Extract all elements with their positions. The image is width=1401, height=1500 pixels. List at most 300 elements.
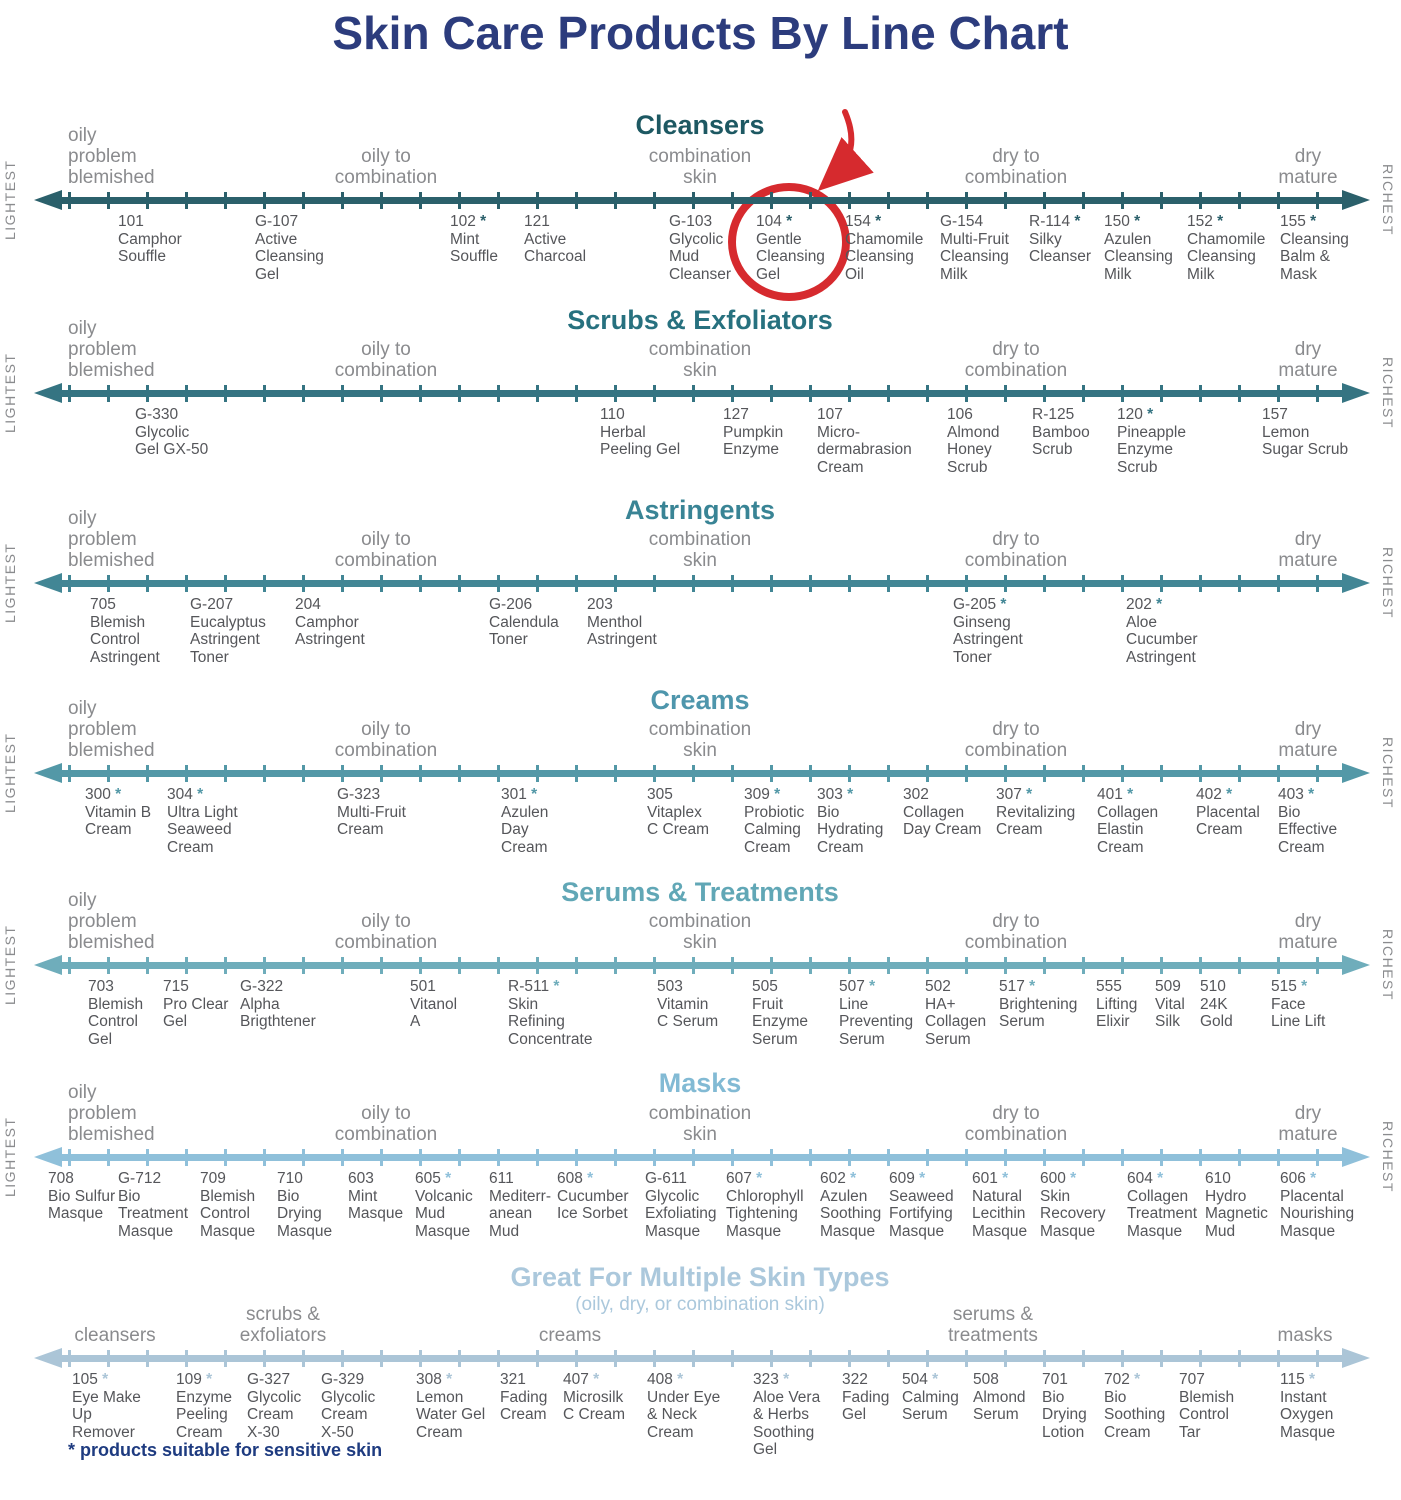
skin-type-label: dry to combination <box>964 1103 1068 1145</box>
product-715 <box>163 978 228 1031</box>
product-307 <box>996 786 1075 839</box>
product-name-line: Vitamin B <box>85 803 152 821</box>
page-title: Skin Care Products By Line Chart <box>332 7 1069 59</box>
product-name-line: Enzyme <box>752 1013 808 1030</box>
product-code: 323 * <box>753 1371 790 1388</box>
product-name-line: Placental <box>1280 1187 1344 1205</box>
product-name-line: Masque <box>277 1222 333 1240</box>
axis-arrow-left-icon <box>34 190 62 210</box>
product-name-line: Oxygen <box>1280 1406 1334 1423</box>
product-name-line: Masque <box>889 1222 945 1240</box>
product-code: 203 <box>587 596 613 613</box>
footnote: * products suitable for sensitive skin <box>68 1440 383 1460</box>
product-115 <box>1280 1371 1335 1441</box>
product-code: 510 <box>1200 978 1226 995</box>
product-308 <box>416 1371 485 1441</box>
product-109 <box>176 1371 232 1441</box>
product-name-line: Bio <box>1278 803 1301 821</box>
product-name-line: Camphor <box>118 230 182 248</box>
skin-type-label: oily to combination <box>334 146 438 188</box>
skin-type-label: dry mature <box>1278 911 1338 953</box>
product-name-line: A <box>410 1013 421 1030</box>
lightest-label: LIGHTEST <box>2 352 18 434</box>
product-code: G-154 <box>940 213 984 230</box>
product-name-line: Gel <box>163 1013 188 1030</box>
product-602 <box>820 1170 881 1240</box>
product-name-line: Cleanser <box>669 265 732 283</box>
axis-arrow-right-icon <box>1342 1348 1370 1368</box>
product-name-line: Serum <box>973 1406 1019 1423</box>
skin-type-label: oily to combination <box>334 1103 438 1145</box>
product-name-line: Charcoal <box>524 248 587 265</box>
product-708 <box>48 1170 115 1223</box>
product-code: 503 <box>657 978 683 995</box>
product-name-line: & Herbs <box>753 1406 809 1423</box>
product-name-line: Gel GX-50 <box>135 441 209 458</box>
product-name-line: Blemish <box>1179 1388 1235 1406</box>
axis-cleansers <box>34 190 1370 210</box>
product-name-line: Vitamin <box>657 995 709 1013</box>
product-name-line: Mint <box>450 230 480 248</box>
product-name-line: Collagen <box>1127 1187 1189 1205</box>
product-name-line: Mud <box>1205 1222 1236 1240</box>
product-321 <box>500 1371 547 1424</box>
product-name-line: Bio <box>817 803 840 821</box>
richest-label: RICHEST <box>1380 357 1396 429</box>
product-code: 301 * <box>501 786 538 803</box>
product-name-line: Calendula <box>489 613 559 631</box>
product-name-line: Control <box>88 1013 138 1030</box>
product-name-line: Ultra Light <box>167 803 238 821</box>
product-name-line: Cream <box>337 821 384 838</box>
product-code: 102 * <box>450 213 487 230</box>
product-402 <box>1196 786 1260 839</box>
product-name-line: Pumpkin <box>723 423 784 441</box>
product-name-line: Brightening <box>999 995 1078 1013</box>
product-155 <box>1280 213 1349 283</box>
skin-type-label: combination skin <box>648 529 752 571</box>
axis-scrubs-exfoliators <box>34 383 1370 403</box>
lightest-label: LIGHTEST <box>2 924 18 1006</box>
product-code: 120 * <box>1117 406 1154 423</box>
product-code: 115 * <box>1280 1371 1316 1388</box>
product-code: G-329 <box>321 1371 365 1388</box>
product-name-line: Milk <box>1187 265 1215 283</box>
product-name-line: Drying <box>277 1205 322 1222</box>
product-101 <box>118 213 182 266</box>
lightest-label: LIGHTEST <box>2 159 18 241</box>
product-name-line: Eucalyptus <box>190 613 266 631</box>
product-name-line: Masque <box>820 1222 876 1240</box>
product-G-103 <box>669 213 731 283</box>
product-code: 121 <box>524 213 550 230</box>
axis-astringents <box>34 573 1370 593</box>
product-name-line: Masque <box>48 1205 104 1222</box>
axis-arrow-right-icon <box>1342 383 1370 403</box>
product-203 <box>587 596 657 649</box>
section-header-cleansers: Cleansers <box>635 110 765 140</box>
product-code: 157 <box>1262 406 1288 423</box>
skin-type-label: creams <box>538 1325 602 1346</box>
product-name-line: Lotion <box>1042 1423 1085 1441</box>
product-name-line: Refining <box>508 1013 565 1030</box>
product-name-line: Almond <box>947 423 1000 441</box>
product-name-line: Astringent <box>953 631 1023 648</box>
product-name-line: Gel <box>842 1406 867 1423</box>
skin-type-label: combination skin <box>648 719 752 761</box>
product-name-line: & Neck <box>647 1406 697 1423</box>
product-G-330 <box>135 406 208 459</box>
axis-ticks <box>68 385 1336 402</box>
product-515 <box>1271 978 1325 1031</box>
product-305 <box>647 786 709 839</box>
product-501 <box>410 978 457 1031</box>
product-name-line: Cleansing <box>255 248 324 265</box>
product-name-line: Azulen <box>501 803 549 821</box>
sensitive-skin-star-icon: * <box>864 978 876 995</box>
product-110 <box>600 406 680 459</box>
axis-ticks <box>68 1350 1336 1367</box>
skin-type-label: dry mature <box>1278 339 1338 381</box>
sensitive-skin-star-icon: * <box>1065 1170 1077 1187</box>
product-code: 611 <box>489 1170 514 1187</box>
skin-type-label: dry to combination <box>964 146 1068 188</box>
product-157 <box>1262 406 1348 459</box>
product-name-line: Vital <box>1155 995 1185 1013</box>
product-code: 401 * <box>1097 786 1134 803</box>
sensitive-skin-star-icon: * <box>201 1371 213 1388</box>
product-150 <box>1104 213 1173 283</box>
product-name-line: Lemon <box>1262 423 1310 441</box>
product-name-line: Serum <box>752 1030 798 1048</box>
product-name-line: Line Lift <box>1271 1013 1326 1030</box>
lightest-label: LIGHTEST <box>2 732 18 814</box>
product-509 <box>1155 978 1185 1031</box>
product-name-line: Mint <box>348 1187 378 1205</box>
skin-type-label: dry to combination <box>964 529 1068 571</box>
product-name-line: Bio Sulfur <box>48 1187 116 1205</box>
sensitive-skin-star-icon: * <box>192 786 204 803</box>
skin-type-label: combination skin <box>648 1103 752 1145</box>
product-709 <box>200 1170 255 1240</box>
product-name-line: Cleansing <box>940 248 1009 265</box>
sensitive-skin-star-icon: * <box>781 213 793 230</box>
product-204 <box>295 596 365 649</box>
product-code: 707 <box>1179 1371 1205 1388</box>
product-name-line: Exfoliating <box>645 1205 717 1222</box>
product-name-line: Masque <box>1127 1222 1183 1240</box>
product-name-line: Lecithin <box>972 1205 1026 1222</box>
product-code: 601 * <box>972 1170 1009 1187</box>
sensitive-skin-star-icon: * <box>1296 978 1308 995</box>
product-code: G-103 <box>669 213 713 230</box>
axis-arrow-right-icon <box>1342 1147 1370 1167</box>
product-name-line: Cream <box>817 458 864 476</box>
product-name-line: Chamomile <box>1187 230 1266 248</box>
section-header-creams: Creams <box>650 685 750 715</box>
product-code: 107 <box>817 406 843 423</box>
product-name-line: Milk <box>1104 265 1132 283</box>
skin-type-label: dry to combination <box>964 339 1068 381</box>
product-name-line: Azulen <box>820 1187 868 1205</box>
product-name-line: Cream <box>1196 821 1243 838</box>
product-name-line: Remover <box>72 1423 135 1441</box>
product-610 <box>1205 1170 1268 1240</box>
axis-arrow-left-icon <box>34 573 62 593</box>
sensitive-skin-star-icon: * <box>1305 1170 1317 1187</box>
product-code: 600 * <box>1040 1170 1077 1187</box>
product-name-line: Ginseng <box>953 613 1011 631</box>
axis-ticks <box>68 765 1336 782</box>
product-107 <box>817 406 912 476</box>
product-code: 505 <box>752 978 778 995</box>
product-name-line: Day Cream <box>903 821 982 838</box>
richest-label: RICHEST <box>1380 929 1396 1001</box>
sensitive-skin-star-icon: * <box>1303 786 1315 803</box>
sensitive-skin-star-icon: * <box>751 1170 763 1187</box>
product-name-line: Serum <box>999 1013 1045 1030</box>
product-code: 408 * <box>647 1371 684 1388</box>
product-code: 709 <box>200 1170 226 1187</box>
product-323 <box>753 1371 820 1459</box>
product-code: 154 * <box>845 213 882 230</box>
sensitive-skin-star-icon: * <box>549 978 560 995</box>
sensitive-skin-star-icon: * <box>440 1170 452 1187</box>
product-name-line: Soothing <box>820 1205 882 1222</box>
product-code: 104 * <box>756 213 793 230</box>
product-G-322 <box>240 978 316 1031</box>
product-309 <box>744 786 804 856</box>
product-name-line: Bio <box>1104 1388 1127 1406</box>
product-R-125 <box>1032 406 1090 459</box>
product-name-line: Water Gel <box>416 1406 486 1423</box>
product-name-line: Cream <box>1278 838 1325 856</box>
section-header-scrubs-exfoliators: Scrubs & Exfoliators <box>567 305 833 335</box>
product-name-line: Mud <box>489 1222 520 1240</box>
product-name-line: Skin <box>508 995 539 1013</box>
product-name-line: Pro Clear <box>163 995 229 1013</box>
product-605 <box>415 1170 473 1240</box>
product-name-line: Enzyme <box>176 1388 232 1406</box>
skin-type-label: oily to combination <box>334 911 438 953</box>
axis-arrow-right-icon <box>1342 190 1370 210</box>
axis-arrow-left-icon <box>34 383 62 403</box>
product-name-line: Fruit <box>752 995 783 1013</box>
skin-type-label: oily problem blemished <box>68 890 155 953</box>
sensitive-skin-star-icon: * <box>582 1170 594 1187</box>
product-name-line: Masque <box>972 1222 1028 1240</box>
product-name-line: Tar <box>1179 1423 1201 1441</box>
product-name-line: Placental <box>1196 803 1260 821</box>
product-name-line: Cream <box>1097 838 1144 856</box>
sensitive-skin-star-icon: * <box>1142 406 1154 423</box>
axis-arrow-right-icon <box>1342 573 1370 593</box>
axis-great-for-multiple-skin-types <box>34 1348 1370 1368</box>
product-name-line: Control <box>200 1205 250 1222</box>
product-408 <box>647 1371 720 1441</box>
product-name-line: Ice Sorbet <box>557 1205 628 1222</box>
axis-ticks <box>68 957 1336 974</box>
sensitive-skin-star-icon: * <box>927 1371 939 1388</box>
product-code: 309 * <box>744 786 781 803</box>
product-name-line: Lemon <box>416 1388 464 1406</box>
product-154 <box>845 213 923 283</box>
sensitive-skin-star-icon: * <box>842 786 854 803</box>
product-name-line: Eye Make <box>72 1388 141 1406</box>
product-code: 703 <box>88 978 114 995</box>
product-707 <box>1179 1371 1234 1441</box>
product-name-line: Under Eye <box>647 1388 721 1406</box>
product-name-line: 24K <box>1200 995 1228 1013</box>
product-name-line: Up <box>72 1406 92 1423</box>
product-name-line: Chamomile <box>845 230 924 248</box>
product-name-line: Brigthtener <box>240 1013 316 1030</box>
sensitive-skin-star-icon: * <box>672 1371 684 1388</box>
skin-type-label: oily problem blemished <box>68 1082 155 1145</box>
product-name-line: Pineapple <box>1117 423 1186 441</box>
product-name-line: Multi-Fruit <box>337 803 406 821</box>
product-name-line: Cream <box>996 821 1043 838</box>
section-header-masks: Masks <box>658 1068 742 1098</box>
axis-arrow-left-icon <box>34 1348 62 1368</box>
product-code: 701 <box>1042 1371 1068 1388</box>
product-code: G-330 <box>135 406 179 423</box>
product-name-line: Volcanic <box>415 1187 473 1205</box>
product-name-line: Cream <box>321 1406 368 1423</box>
product-name-line: Day <box>501 821 529 838</box>
product-name-line: Gentle <box>756 230 802 248</box>
sensitive-skin-star-icon: * <box>1070 213 1081 230</box>
product-name-line: Scrub <box>1032 441 1073 458</box>
product-name-line: Cream <box>744 838 791 856</box>
product-name-line: anean <box>489 1205 533 1222</box>
product-name-line: Masque <box>348 1205 404 1222</box>
sensitive-skin-star-icon: * <box>1021 786 1033 803</box>
product-name-line: Peeling Gel <box>600 441 681 458</box>
product-name-line: Bamboo <box>1032 423 1090 441</box>
product-608 <box>557 1170 629 1223</box>
product-name-line: Active <box>255 230 298 248</box>
product-name-line: Gel <box>88 1030 113 1048</box>
sensitive-skin-star-icon: * <box>1152 1170 1164 1187</box>
product-name-line: Soothing <box>753 1423 815 1441</box>
product-name-line: Fading <box>842 1388 890 1406</box>
skin-type-label: combination skin <box>648 911 752 953</box>
product-name-line: Effective <box>1278 821 1338 838</box>
product-303 <box>817 786 883 856</box>
product-G-206 <box>489 596 559 649</box>
product-name-line: Seaweed <box>167 821 232 838</box>
product-name-line: Oil <box>845 265 864 283</box>
skin-type-label: oily to combination <box>334 339 438 381</box>
product-name-line: Glycolic <box>669 230 724 248</box>
product-code: 304 * <box>167 786 204 803</box>
sensitive-skin-star-icon: * <box>526 786 538 803</box>
product-code: 403 * <box>1278 786 1315 803</box>
product-code: 604 * <box>1127 1170 1164 1187</box>
product-name-line: Probiotic <box>744 803 805 821</box>
product-name-line: Honey <box>947 441 992 458</box>
product-code: 106 <box>947 406 973 423</box>
product-name-line: Cream <box>1104 1423 1151 1441</box>
product-name-line: Hydrating <box>817 821 884 838</box>
product-name-line: Treatment <box>118 1205 189 1222</box>
product-102 <box>450 213 498 266</box>
product-name-line: Glycolic <box>321 1388 376 1406</box>
product-name-line: Aloe Vera <box>753 1388 821 1406</box>
product-name-line: Fading <box>500 1388 548 1406</box>
skin-type-label: dry mature <box>1278 529 1338 571</box>
product-G-154 <box>940 213 1009 283</box>
product-code: 507 * <box>839 978 876 995</box>
sensitive-skin-star-icon: * <box>1304 1371 1316 1388</box>
product-code: 322 <box>842 1371 868 1388</box>
product-code: 508 <box>973 1371 999 1388</box>
product-name-line: Vitanol <box>410 995 458 1013</box>
product-507 <box>839 978 913 1048</box>
product-name-line: Tightening <box>726 1205 798 1222</box>
product-name-line: Cleansing <box>1187 248 1256 265</box>
product-name-line: Masque <box>1280 1222 1336 1240</box>
skin-type-label: oily problem blemished <box>68 125 155 188</box>
product-code: 710 <box>277 1170 303 1187</box>
section-header-serums-treatments: Serums & Treatments <box>561 877 839 907</box>
product-name-line: Chlorophyll <box>726 1187 804 1205</box>
product-name-line: Herbal <box>600 423 646 441</box>
product-120 <box>1117 406 1186 476</box>
product-name-line: Cream <box>501 838 548 856</box>
product-code: 504 * <box>902 1371 939 1388</box>
product-code: G-323 <box>337 786 381 803</box>
skin-type-label: oily problem blemished <box>68 508 155 571</box>
lightest-label: LIGHTEST <box>2 1116 18 1198</box>
product-code: G-206 <box>489 596 533 613</box>
skin-type-label: cleansers <box>74 1325 156 1346</box>
product-name-line: Cleanser <box>1029 248 1092 265</box>
product-104 <box>756 213 825 283</box>
richest-label: RICHEST <box>1380 164 1396 236</box>
product-name-line: Silk <box>1155 1013 1180 1030</box>
product-name-line: Blemish <box>88 995 144 1013</box>
product-name-line: C Serum <box>657 1013 719 1030</box>
product-code: G-205 * <box>953 596 1007 613</box>
product-code: G-611 <box>645 1170 687 1187</box>
product-code: 515 * <box>1271 978 1308 995</box>
section-header-astringents: Astringents <box>624 495 776 525</box>
product-code: 608 * <box>557 1170 594 1187</box>
product-R-114 <box>1029 213 1091 266</box>
product-name-line: Natural <box>972 1187 1022 1205</box>
axis-masks <box>34 1147 1370 1167</box>
product-name-line: Mud <box>415 1205 446 1222</box>
skin-type-label: dry mature <box>1278 1103 1338 1145</box>
axis-ticks <box>68 1149 1336 1166</box>
product-code: G-712 <box>118 1170 162 1187</box>
skin-type-label: oily to combination <box>334 719 438 761</box>
product-code: 105 * <box>72 1371 109 1388</box>
skin-type-label: dry to combination <box>964 719 1068 761</box>
product-name-line: Seaweed <box>889 1187 954 1205</box>
product-name-line: Toner <box>489 631 528 648</box>
product-name-line: Cucumber <box>557 1187 629 1205</box>
product-name-line: Concentrate <box>508 1030 593 1048</box>
product-503 <box>657 978 718 1031</box>
sensitive-skin-star-icon: * <box>1129 1371 1141 1388</box>
product-name-line: Gel <box>756 265 781 283</box>
sensitive-skin-star-icon: * <box>778 1371 790 1388</box>
product-name-line: Masque <box>415 1222 471 1240</box>
product-name-line: Recovery <box>1040 1205 1106 1222</box>
